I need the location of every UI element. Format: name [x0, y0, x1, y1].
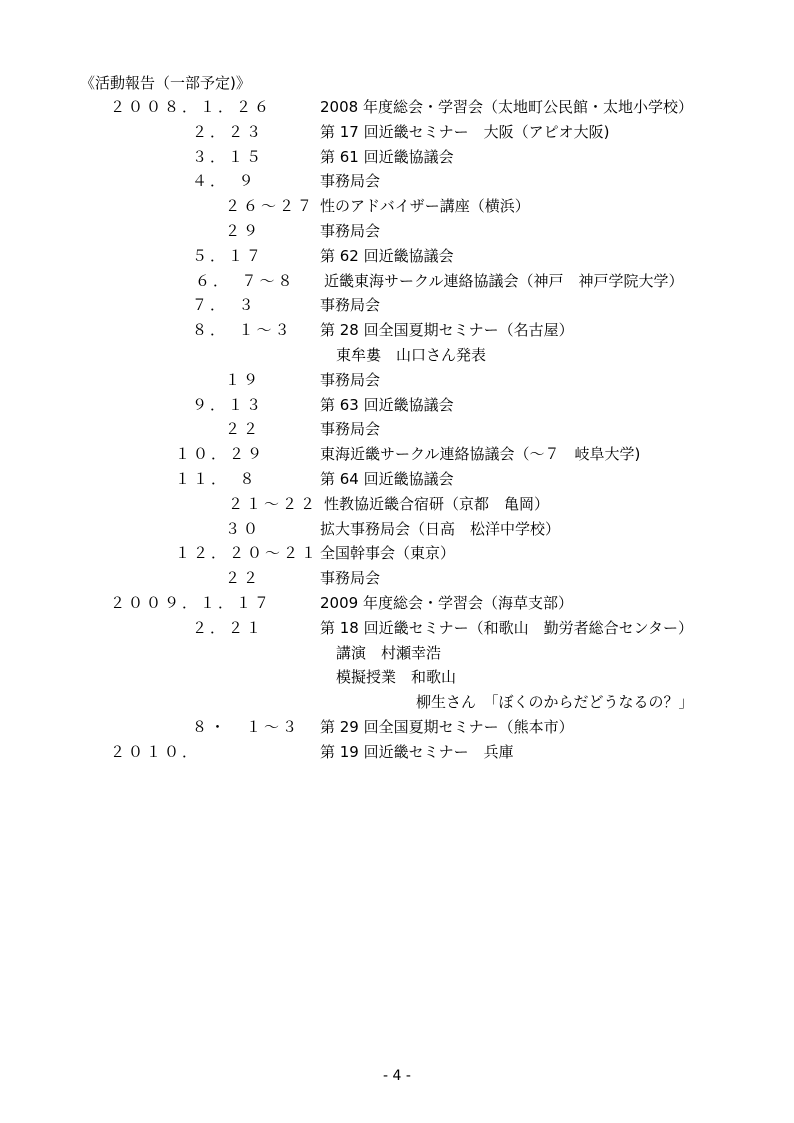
- list-item: [0, 591, 794, 616]
- entry-text: 全国幹事会（東京）: [320, 544, 456, 563]
- list-item: [0, 269, 794, 294]
- list-item: [0, 715, 794, 740]
- list-item: [0, 566, 794, 591]
- entry-date: ２００８．１．２６: [110, 98, 273, 116]
- list-item: [0, 343, 794, 368]
- entry-date: １２．２０～２１: [175, 544, 320, 563]
- entry-text: 第 64 回近畿協議会: [320, 469, 454, 488]
- entry-text: 事務局会: [320, 569, 381, 588]
- entry-date: ８・ １～３: [192, 717, 301, 736]
- entry-text: 柳生さん 「ぼくのからだどうなるの？」: [416, 693, 694, 712]
- list-item: [0, 541, 794, 566]
- entry-date: １９: [225, 370, 262, 389]
- entry-text: 事務局会: [320, 420, 381, 439]
- entry-date: ２２: [225, 420, 262, 439]
- entry-date: ５．１７: [192, 246, 265, 265]
- section-title: 《活動報告（一部予定)》: [80, 74, 251, 92]
- entry-date: ２９: [225, 221, 262, 240]
- entry-date: ２１～２２: [228, 494, 319, 513]
- entry-text: 模擬授業 和歌山: [336, 668, 457, 687]
- entry-text: 講演 村瀬幸浩: [336, 643, 442, 662]
- entry-date: ９．１３: [192, 395, 265, 414]
- entry-date: ６． ７～８: [195, 271, 296, 290]
- list-item: [0, 219, 794, 244]
- entry-date: ４． ９: [192, 172, 257, 191]
- list-item: [0, 120, 794, 145]
- entry-date: ８． １～３: [192, 321, 293, 340]
- entry-text: 第 28 回全国夏期セミナー（名古屋）: [320, 321, 574, 340]
- list-item: [0, 665, 794, 690]
- entry-text: 東牟婁 山口さん発表: [336, 345, 487, 364]
- activity-report-list: [0, 95, 794, 765]
- list-item: [0, 641, 794, 666]
- list-item: [0, 616, 794, 641]
- entry-text: 第 17 回近畿セミナー 大阪（アピオ大阪): [320, 122, 610, 141]
- list-item: [0, 194, 794, 219]
- list-item: [0, 169, 794, 194]
- list-item: [0, 517, 794, 542]
- entry-text: 第 61 回近畿協議会: [320, 147, 454, 166]
- entry-date: ２０１０．: [110, 742, 201, 761]
- entry-text: 事務局会: [320, 296, 381, 315]
- entry-text: 2008 年度総会・学習会（太地町公民館・太地小学校）: [320, 98, 693, 116]
- entry-date: ７． ３: [192, 296, 257, 315]
- list-item: [0, 293, 794, 318]
- entry-text: 第 62 回近畿協議会: [320, 246, 454, 265]
- entry-text: 近畿東海サークル連絡協議会（神戸 神戸学院大学）: [324, 271, 684, 290]
- list-item: [0, 690, 794, 715]
- entry-date: ２６～２７: [225, 197, 316, 216]
- entry-date: ２．２１: [192, 618, 265, 637]
- list-item: [0, 417, 794, 442]
- entry-text: 第 29 回全国夏期セミナー（熊本市）: [320, 717, 574, 736]
- entry-text: 性のアドバイザー講座（横浜）: [320, 197, 530, 216]
- entry-text: 事務局会: [320, 221, 381, 240]
- list-item: [0, 442, 794, 467]
- list-item: [0, 393, 794, 418]
- list-item: [0, 368, 794, 393]
- entry-date: ３．１５: [192, 147, 265, 166]
- entry-date: ３０: [225, 519, 262, 538]
- entry-date: １０．２９: [175, 445, 266, 464]
- page-number: - 4 -: [383, 1068, 411, 1084]
- list-item: [0, 467, 794, 492]
- entry-date: ２２: [225, 569, 262, 588]
- list-item: [0, 740, 794, 765]
- list-item: [0, 244, 794, 269]
- entry-text: 東海近畿サークル連絡協議会（～７ 岐阜大学): [320, 445, 641, 464]
- entry-text: 第 63 回近畿協議会: [320, 395, 454, 414]
- list-item: [0, 95, 794, 120]
- entry-text: 事務局会: [320, 370, 381, 389]
- entry-text: 拡大事務局会（日高 松洋中学校）: [320, 519, 561, 538]
- entry-date: ２．２３: [192, 122, 265, 141]
- entry-date: １１． ８: [175, 469, 258, 488]
- entry-text: 性教協近畿合宿研（京都 亀岡）: [324, 494, 550, 513]
- entry-text: 第 19 回近畿セミナー 兵庫: [320, 742, 514, 761]
- list-item: [0, 492, 794, 517]
- entry-text: 2009 年度総会・学習会（海草支部）: [320, 593, 573, 612]
- list-item: [0, 318, 794, 343]
- entry-text: 第 18 回近畿セミナー（和歌山 勤労者総合センター）: [320, 618, 694, 637]
- entry-date: ２００９．１．１７: [110, 593, 273, 612]
- list-item: [0, 145, 794, 170]
- entry-text: 事務局会: [320, 172, 381, 191]
